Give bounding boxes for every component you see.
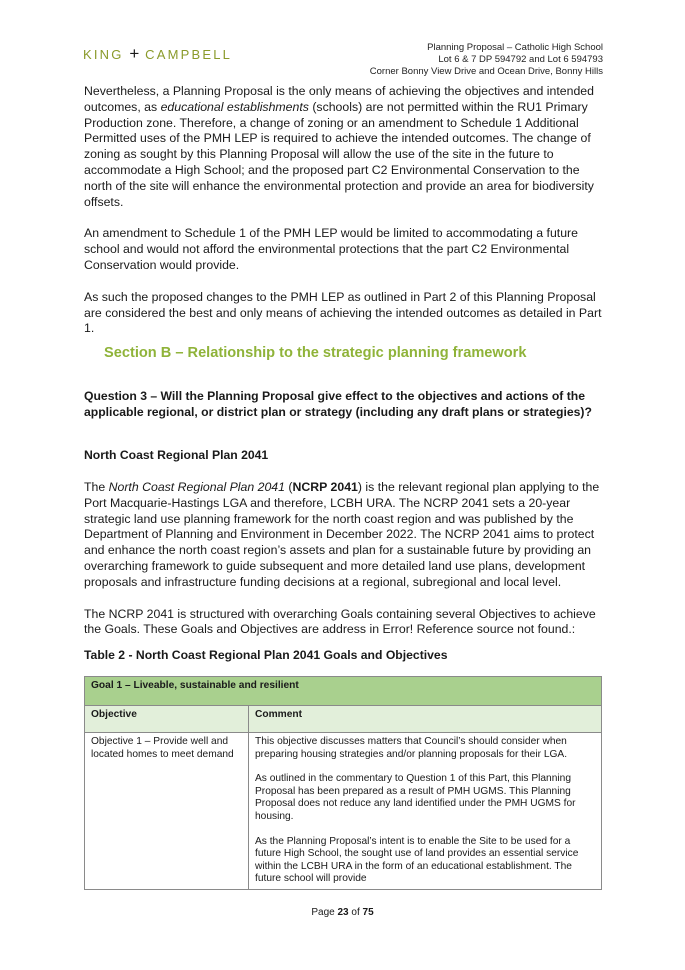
intro-paragraph-1 (84, 84, 604, 210)
intro-p1-b: (schools) are not permitted within the RU1 Primary Production zone. Therefore, a change of zoning or an amendment to Schedule 1 Additional Permitted uses of the PMH LEP is required to achieve the intended outcomes. The change of zoning as sought by this Planning Proposal will allow the use of the site in the future to accommodate a High School; and the proposed part C2 Environmental Conservation to the north of the site will enhance the environmental protection and provide an area for biodiversity offsets. (84, 99, 594, 209)
column-header-objective: Objective (85, 706, 249, 733)
comment-paragraph-1: This objective discusses matters that Council’s should consider when preparing housing strategies and/or planning proposals for their LGA. (255, 736, 568, 760)
goal-cell: Goal 1 – Liveable, sustainable and resilient (85, 677, 602, 706)
intro-paragraph-3: As such the proposed changes to the PMH LEP as outlined in Part 2 of this Planning Proposal are considered the best and only means of achieving the intended outcomes as detailed in Part 1. (84, 289, 602, 336)
ncrp-heading: North Coast Regional Plan 2041 (84, 448, 269, 462)
goals-objectives-table (84, 676, 602, 890)
ncrp-paragraph-1 (84, 480, 604, 591)
page-of: of (348, 907, 363, 918)
table-goal-row (85, 677, 602, 706)
ncrp-p1-b: ( (284, 480, 293, 494)
intro-p1-em: educational establishments (160, 99, 309, 114)
intro-p1-a: Nevertheless, a Planning Proposal is the only means of achieving the objectives and intended outcomes, as (84, 84, 594, 114)
header-line-3: Corner Bonny View Drive and Ocean Drive, Bonny Hills (369, 66, 603, 77)
question-heading: Question 3 – Will the Planning Proposal give effect to the objectives and actions of the applicable regional, or district plan or strategy (including any draft plans or strategies)? (84, 389, 592, 419)
section-title: Section B – Relationship to the strategic planning framework (104, 345, 527, 361)
comment-paragraph-2: As outlined in the commentary to Question 1 of this Part, this Planning Proposal has been prepared as a result of PMH UGMS. This Planning Proposal does not reduce any land identified under the PMH UGMS for housing. (255, 773, 576, 822)
intro-paragraph-2: An amendment to Schedule 1 of the PMH LEP would be limited to accommodating a future school and would not afford the environmental protections that the part C2 Environmental Conservation would provide. (84, 226, 578, 272)
comment-cell (249, 733, 602, 890)
ncrp-text (84, 480, 604, 654)
objective-cell: Objective 1 – Provide well and located homes to meet demand (85, 733, 249, 890)
table-header-row (85, 706, 602, 733)
header-line-2: Lot 6 & 7 DP 594792 and Lot 6 594793 (438, 54, 603, 65)
header-line-1: Planning Proposal – Catholic High School (427, 42, 603, 53)
logo-text-king: KING (83, 47, 124, 62)
logo-plus: + (129, 44, 140, 63)
table-caption: Table 2 - North Coast Regional Plan 2041 Goals and Objectives (84, 648, 448, 662)
ncrp-p1-c: ) is the relevant regional plan applying to the Port Macquarie-Hastings LGA and therefore, LCBH URA. The NCRP 2041 sets a 20-year strategic land use planning framework for the north coast region and was published by the Department of Planning and Environment in December 2022. The NCRP 2041 aims to protect and enhance the north coast region’s assets and plan for a sustainable future by providing an overarching framework to guide subsequent and more detailed land use plans, development proposals and infrastructure funding decisions at a regional, subregional and local level. (84, 480, 600, 589)
ncrp-p1-a: The (84, 480, 109, 494)
comment-paragraph-3: As the Planning Proposal’s intent is to enable the Site to be used for a future High School, the sought use of land provides an essential service within the LCBH URA in the form of an educational establishment. The future school will provide (255, 835, 579, 885)
page-number: 23 (337, 907, 349, 918)
intro-text (84, 84, 604, 353)
page-footer (0, 907, 685, 918)
page-prefix: Page (311, 907, 338, 918)
page-total: 75 (362, 907, 374, 918)
table-row (85, 733, 602, 890)
logo-text-campbell: CAMPBELL (145, 47, 233, 62)
ncrp-p1-em: North Coast Regional Plan 2041 (108, 480, 285, 494)
page-header (370, 42, 603, 78)
king-campbell-logo (83, 44, 232, 64)
ncrp-p1-strong: NCRP 2041 (292, 480, 358, 494)
column-header-comment: Comment (249, 706, 602, 733)
ncrp-paragraph-2: The NCRP 2041 is structured with overarching Goals containing several Objectives to achieve the Goals. These Goals and Objectives are address in Error! Reference source not found.: (84, 606, 596, 637)
